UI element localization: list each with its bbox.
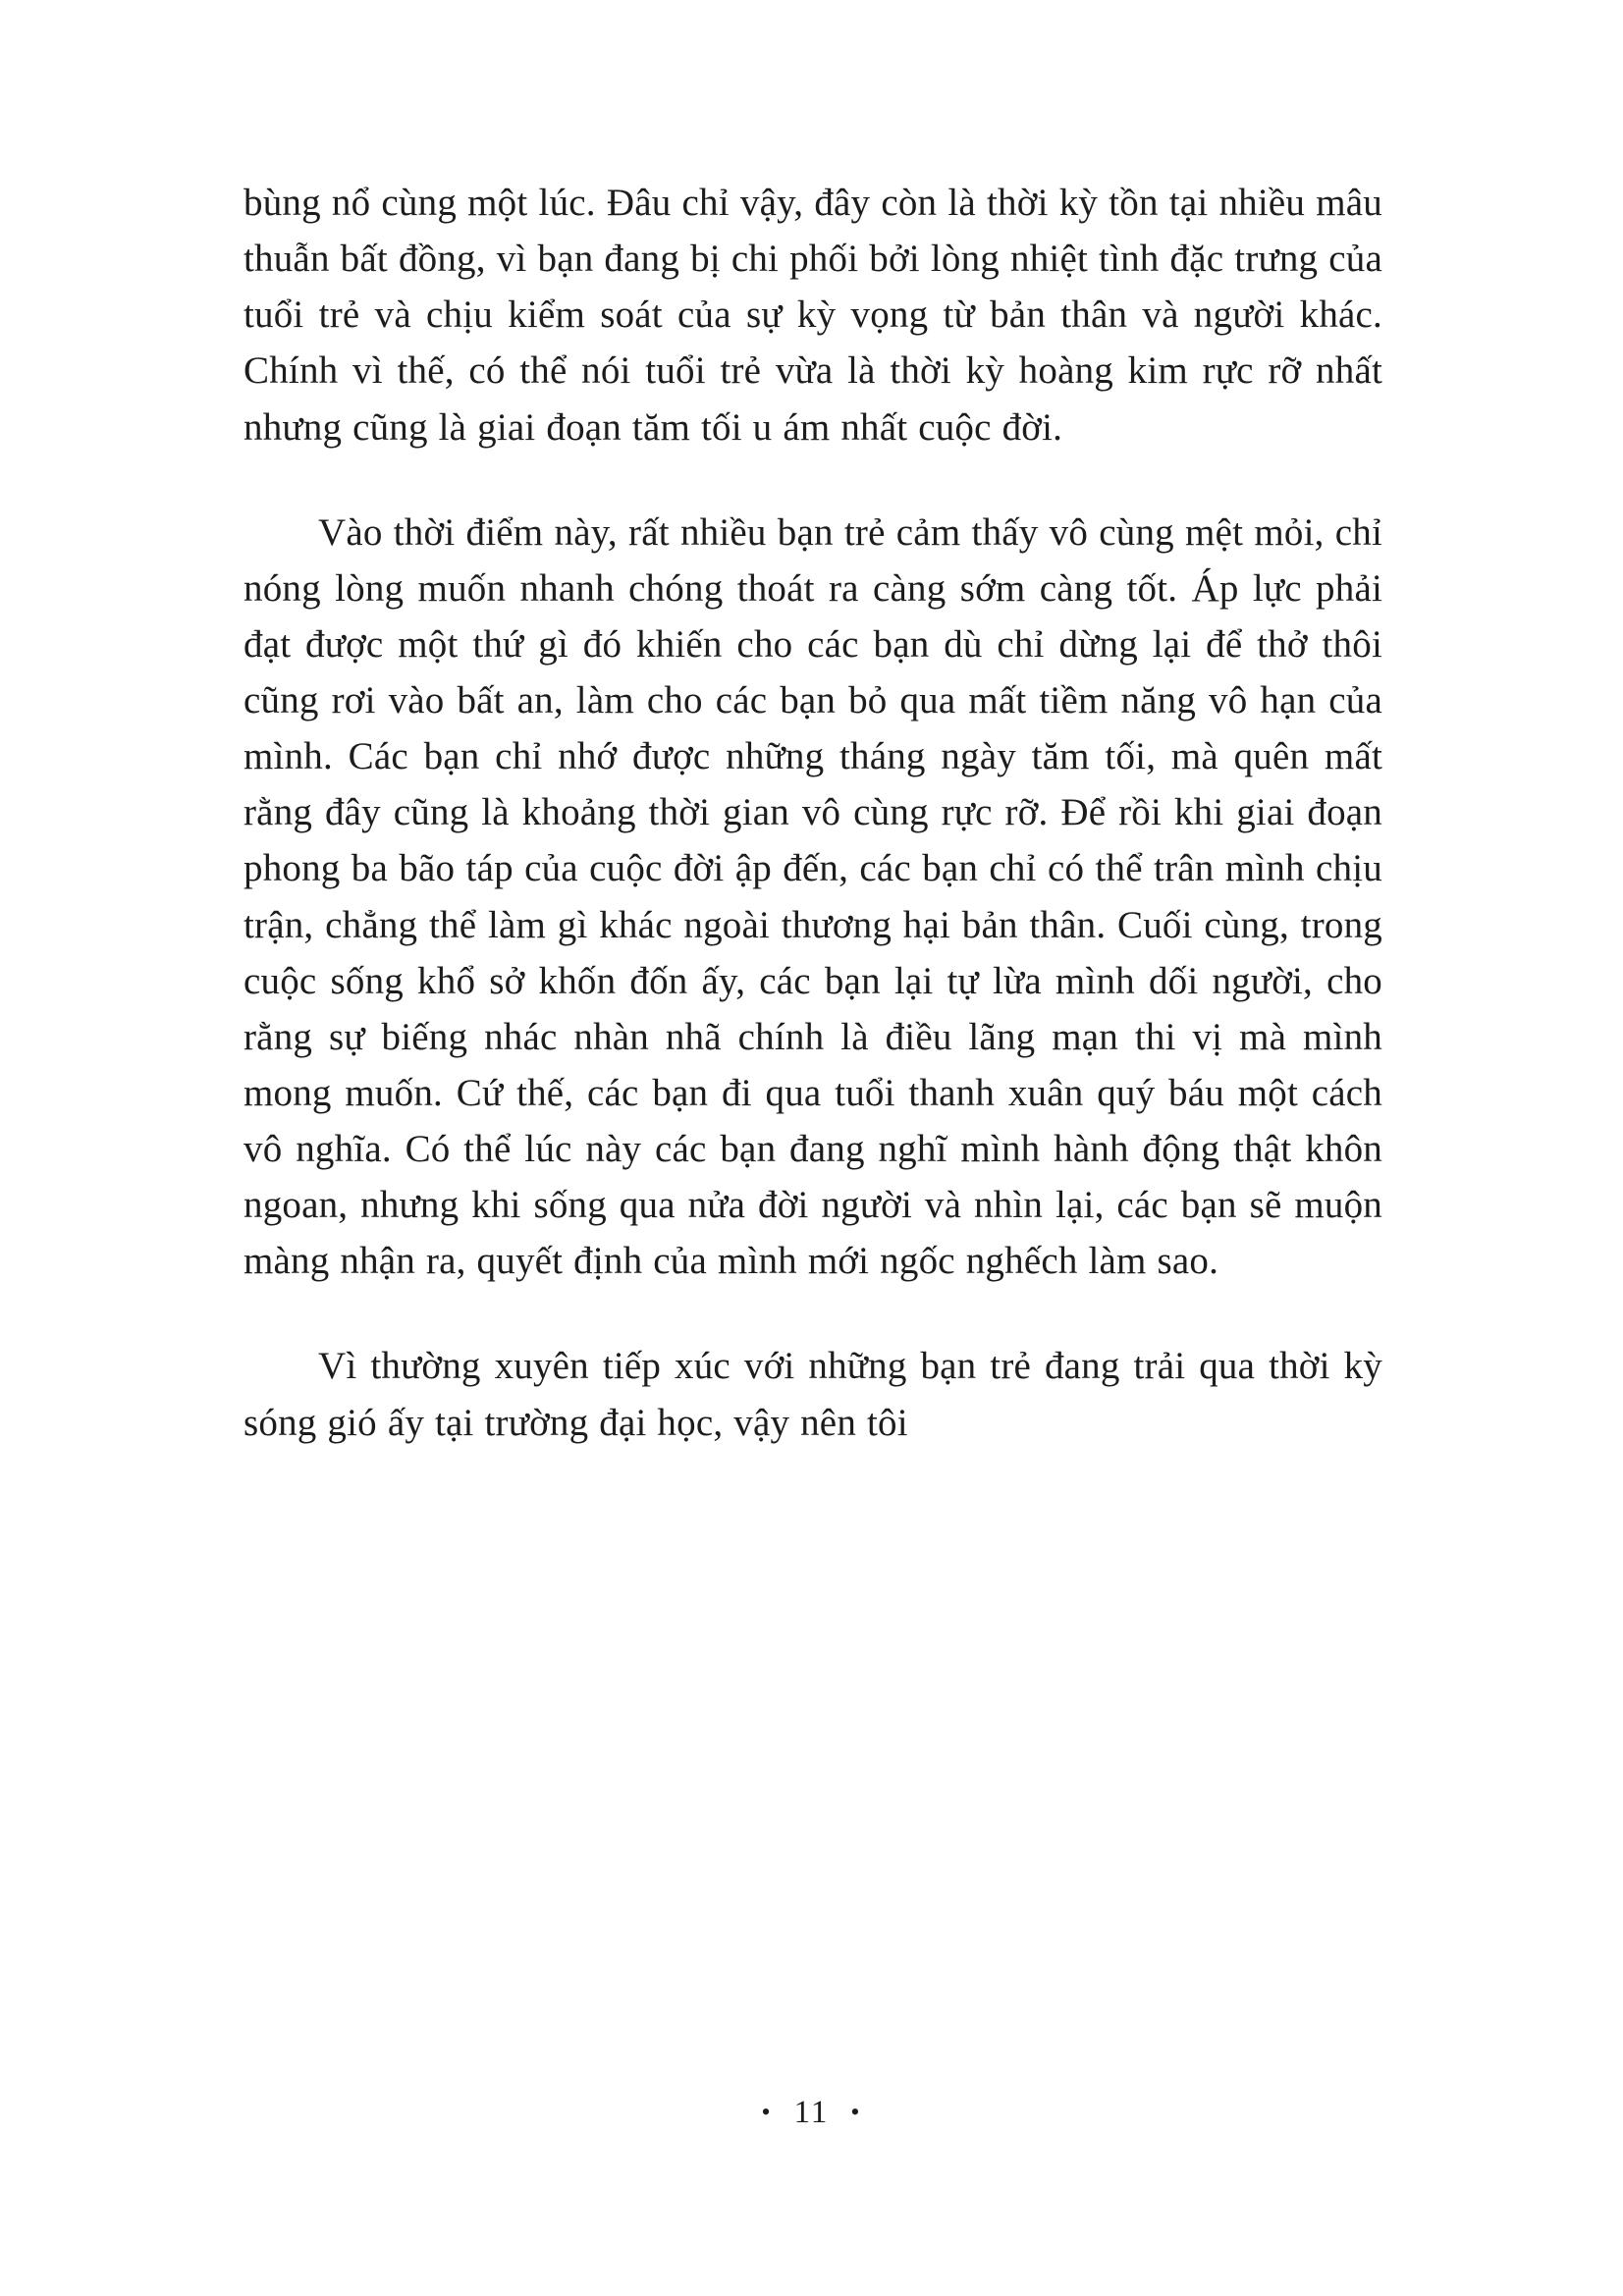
page-number-footer bbox=[0, 2093, 1623, 2131]
body-text-column bbox=[243, 175, 1382, 1451]
paragraph-1: bùng nổ cùng một lúc. Đâu chỉ vậy, đây còn là thời kỳ tồn tại nhiều mâu thuẫn bất đồng, vì bạn đang bị chi phối bởi lòng nhiệt tình đặc trưng của tuổi trẻ và chịu kiểm soát của sự kỳ vọng từ bản thân và người khác. Chính vì thế, có thể nói tuổi trẻ vừa là thời kỳ hoàng kim rực rỡ nhất nhưng cũng là giai đoạn tăm tối u ám nhất cuộc đời. bbox=[243, 182, 1382, 449]
paragraph-3: Vì thường xuyên tiếp xúc với những bạn trẻ đang trải qua thời kỳ sóng gió ấy tại trường đại học, vậy nên tôi bbox=[243, 1345, 1382, 1444]
page-number-value: 11 bbox=[793, 2094, 830, 2130]
paragraph-2: Vào thời điểm này, rất nhiều bạn trẻ cảm thấy vô cùng mệt mỏi, chỉ nóng lòng muốn nhanh chóng thoát ra càng sớm càng tốt. Áp lực phải đạt được một thứ gì đó khiến cho các bạn dù chỉ dừng lại để thở thôi cũng rơi vào bất an, làm cho các bạn bỏ qua mất tiềm năng vô hạn của mình. Các bạn chỉ nhớ được những tháng ngày tăm tối, mà quên mất rằng đây cũng là khoảng thời gian vô cùng rực rỡ. Để rồi khi giai đoạn phong ba bão táp của cuộc đời ập đến, các bạn chỉ có thể trân mình chịu trận, chẳng thể làm gì khác ngoài thương hại bản thân. Cuối cùng, trong cuộc sống khổ sở khốn đốn ấy, các bạn lại tự lừa mình dối người, cho rằng sự biếng nhác nhàn nhã chính là điều lãng mạn thi vị mà mình mong muốn. Cứ thế, các bạn đi qua tuổi thanh xuân quý báu một cách vô nghĩa. Có thể lúc này các bạn đang nghĩ mình hành động thật khôn ngoan, nhưng khi sống qua nửa đời người và nhìn lại, các bạn sẽ muộn màng nhận ra, quyết định của mình mới ngốc nghếch làm sao. bbox=[243, 510, 1382, 1283]
page-marker-right-icon: • bbox=[850, 2098, 862, 2127]
page-marker-left-icon: • bbox=[761, 2098, 773, 2127]
